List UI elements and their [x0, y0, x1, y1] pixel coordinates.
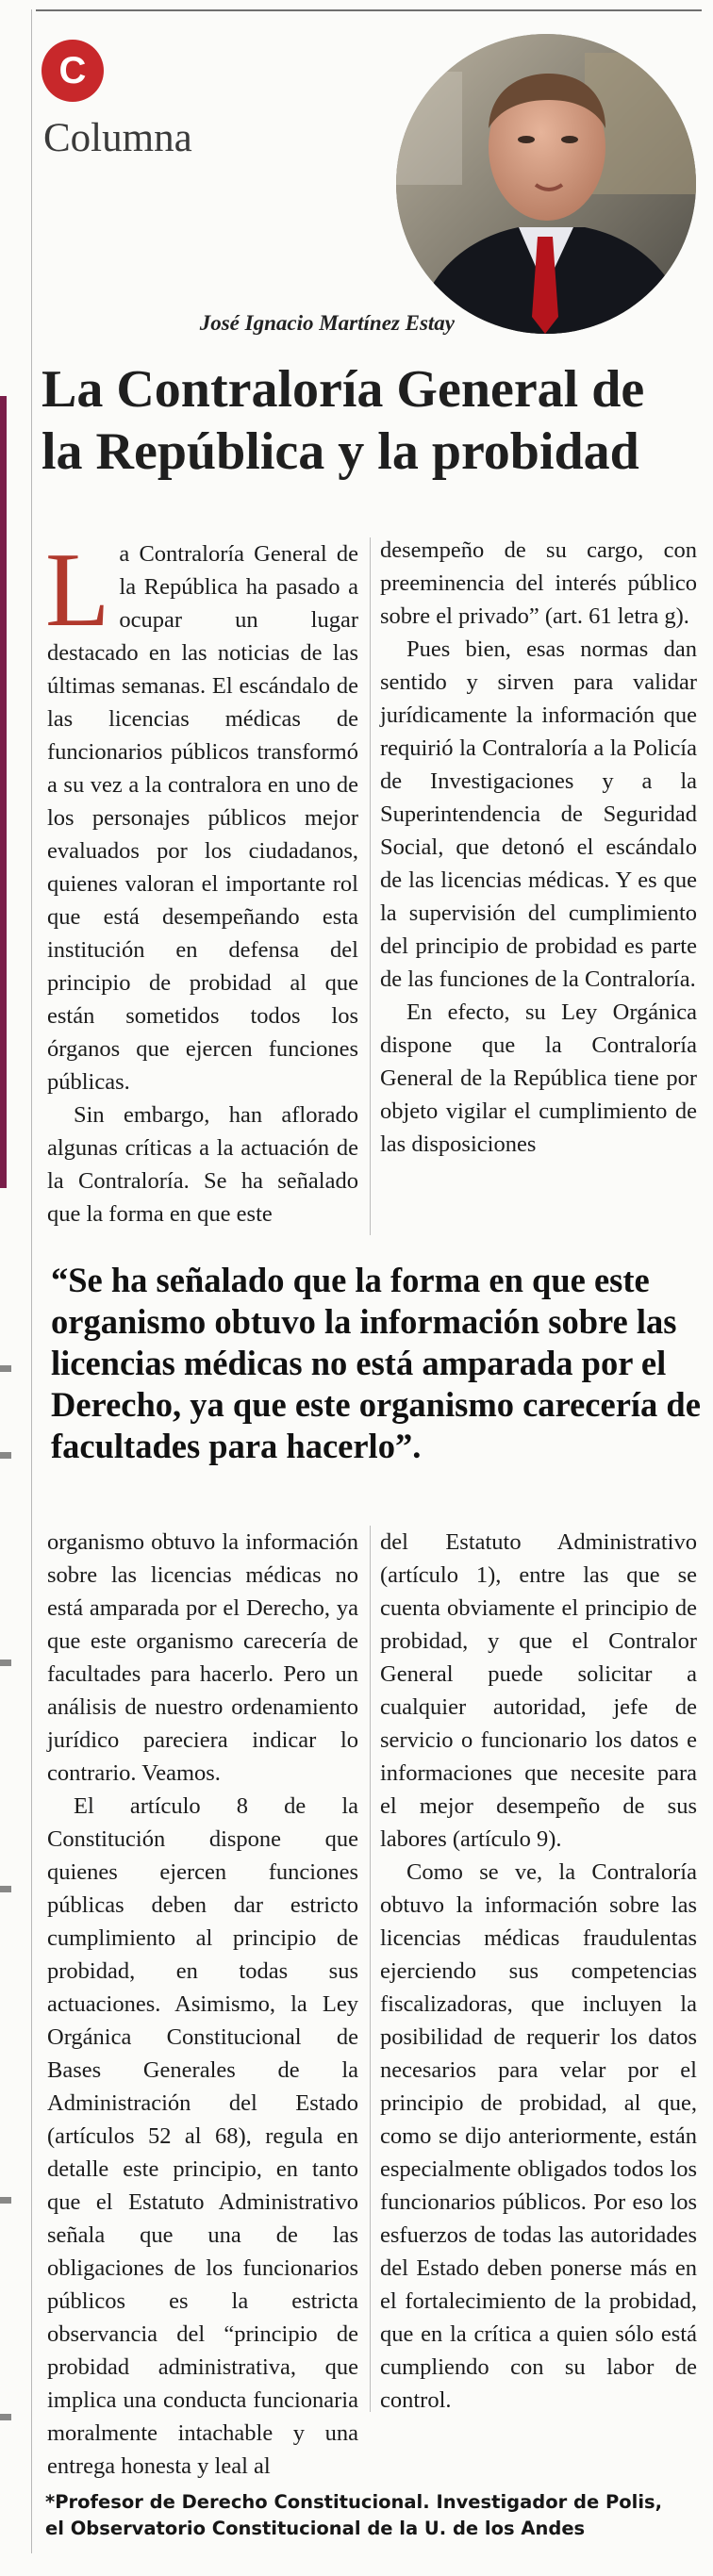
footnote-line: *Profesor de Derecho Constitucional. Investigador de Polis,	[45, 2491, 663, 2513]
left-gutter-rule	[31, 9, 32, 2553]
adjacent-page-fragment	[0, 1886, 11, 1892]
paragraph: El artículo 8 de la Constitución dispone que quienes ejercen funciones públicas deben dar estricto cumplimiento al principio de probidad, en todas sus actuaciones. Asimismo, la Ley Orgánica Constitucional de Bases Generales de la Administración del Estado (artículos 52 al 68), regula en detalle este principio, en tanto que el Estatuto Administrativo señala que una de las obligaciones de los funcionarios públicos es la estricta observancia del “principio de probidad administrativa, que implica una conducta funcionaria moralmente intachable y una entrega honesta y leal al	[47, 1793, 358, 2479]
article-column-1	[45, 532, 358, 1230]
footnote-line: el Observatorio Constitucional de la U. de los Andes	[45, 2518, 586, 2539]
drop-cap: L	[45, 532, 110, 649]
section-badge-icon	[41, 40, 104, 102]
paragraph: del Estatuto Administrativo (artículo 1), entre las que se cuenta obviamente el principio de probidad, y que el Contralor General puede solicitar a cualquier autoridad, jefe de servicio o funcionario los datos e informaciones que necesite para el mejor desempeño de sus labores (artículo 9).	[380, 1529, 697, 1852]
adjacent-page-fragment	[0, 1365, 11, 1372]
section-label: Columna	[43, 116, 192, 160]
article-column-3	[47, 1526, 358, 2483]
article-column-4	[380, 1526, 697, 2417]
column-divider	[370, 537, 371, 1235]
portrait-illustration	[396, 34, 696, 334]
pull-quote: “Se ha señalado que la forma en que este organismo obtuvo la información sobre las licencias médicas no está amparada por el Derecho, ya que este organismo carecería de facultades para hacerlo”.	[51, 1261, 701, 1465]
paragraph: Como se ve, la Contraloría obtuvo la información sobre las licencias médicas fraudulentas ejerciendo sus competencias fiscalizadoras, que incluyen la posibilidad de requerir los datos necesarios para velar por el principio de probidad, al que, como se dijo anteriormente, están especialmente obligados todos los funcionarios públicos. Por eso los esfuerzos de todas las autoridades del Estado deben ponerse más en el fortalecimiento de la probidad, que en la crítica a quien sólo está cumpliendo con su labor de control.	[380, 1859, 697, 2413]
adjacent-page-fragment	[0, 2414, 11, 2420]
paragraph: a Contraloría General de la República ha pasado a ocupar un lugar destacado en las noticias de las últimas semanas. El escándalo de las licencias médicas de funcionarios públicos transformó a su vez a la contralora en uno de los personajes públicos mejor evaluados por los ciudadanos, quienes valoran el importante rol que está desempeñando esta institución en defensa del principio de probidad al que están sometidos todos los órganos que ejercen funciones públicas.	[47, 541, 358, 1095]
column-divider	[370, 1526, 371, 2412]
paragraph: organismo obtuvo la información sobre las licencias médicas no está amparada por el Derecho, ya que este organismo carecería de facultades para hacerlo. Pero un análisis de nuestro ordenamiento jurídico pareciera indicar lo contrario. Veamos.	[47, 1529, 358, 1786]
top-rule	[36, 9, 702, 11]
adjacent-page-fragment	[0, 1452, 11, 1459]
author-portrait	[396, 34, 696, 334]
paragraph: Pues bien, esas normas dan sentido y sirven para validar jurídicamente la información que requirió la Contraloría a la Policía de Investigaciones y a la Superintendencia de Seguridad Social, que detonó el escándalo de las licencias médicas. Y es que la supervisión del cumplimiento del principio de probidad es parte de las funciones de la Contraloría.	[380, 636, 697, 992]
paragraph: desempeño de su cargo, con preeminencia del interés público sobre el privado” (art. 61 letra g).	[380, 537, 697, 629]
badge-letter: C	[58, 49, 87, 91]
paragraph: Sin embargo, han aflorado algunas críticas a la actuación de la Contraloría. Se ha señalado que la forma en que este	[47, 1102, 358, 1227]
adjacent-page-fragment	[0, 1660, 11, 1666]
paragraph: En efecto, su Ley Orgánica dispone que la Contraloría General de la República tiene por objeto vigilar el cumplimiento de las disposiciones	[380, 999, 697, 1157]
author-byline: José Ignacio Martínez Estay	[199, 311, 455, 335]
headline: La Contraloría General de la República y la probidad	[41, 360, 645, 481]
adjacent-page-edge	[0, 396, 7, 1188]
author-footnote	[45, 2489, 705, 2542]
adjacent-page-fragment	[0, 2197, 11, 2204]
article-column-2	[380, 534, 697, 1161]
